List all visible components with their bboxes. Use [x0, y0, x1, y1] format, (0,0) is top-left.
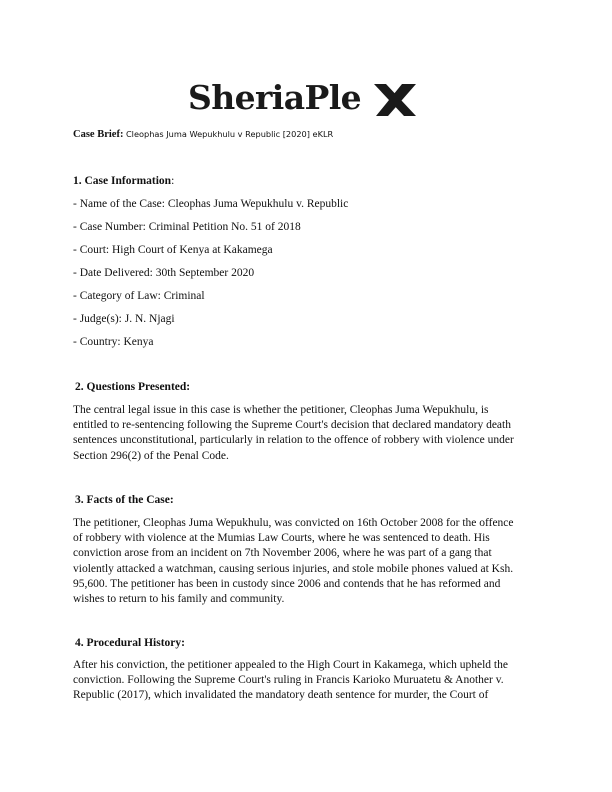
section-heading-questions-presented: 2. Questions Presented: — [75, 381, 191, 393]
info-item-court: - Court: High Court of Kenya at Kakamega — [73, 244, 273, 256]
x-mark-icon — [372, 82, 418, 118]
info-item-judges: - Judge(s): J. N. Njagi — [73, 313, 175, 325]
info-item-case-number: - Case Number: Criminal Petition No. 51 of 2018 — [73, 221, 301, 233]
questions-paragraph: The central legal issue in this case is whether the petitioner, Cleophas Juma Wepukhulu, is entitled to re-sentencing following the Supreme Court's decision that declared mandatory death sentences unconstitutional, particularly in relation to the offence of robbery with violence under Section 296(2) of the Penal Code. — [73, 404, 514, 462]
info-item-name: - Name of the Case: Cleophas Juma Wepukhulu v. Republic — [73, 198, 349, 210]
section-heading-case-information: 1. Case Information: — [73, 175, 175, 187]
info-item-country: - Country: Kenya — [73, 336, 154, 348]
case-brief-line — [73, 129, 333, 140]
info-item-date-delivered: - Date Delivered: 30th September 2020 — [73, 267, 255, 279]
sheriaplex-logo — [188, 74, 428, 124]
section-heading-procedural-history: 4. Procedural History: — [75, 637, 185, 649]
info-item-category: - Category of Law: Criminal — [73, 290, 205, 302]
section-heading-facts: 3. Facts of the Case: — [75, 494, 174, 506]
history-paragraph: After his conviction, the petitioner appealed to the High Court in Kakamega, which upheld the conviction. Following the Supreme Court's ruling in Francis Karioko Muruatetu & Another v. Republic (2017), which invalidated the mandatory death sentence for murder, the Court of — [73, 659, 508, 702]
case-brief-label: Case Brief: — [73, 129, 124, 140]
logo-text: SheriaPle — [188, 78, 362, 117]
facts-paragraph: The petitioner, Cleophas Juma Wepukhulu, was convicted on 16th October 2008 for the offence of robbery with violence at the Mumias Law Courts, where he was sentenced to death. His conviction arose from an incident on 7th November 2006, where he was part of a gang that violently attacked a watchman, causing serious injuries, and stole mobile phones valued at Ksh. 95,600. The petitioner has been in custody since 2006 and contends that he has reformed and wishes to return to his family and community. — [73, 517, 514, 606]
case-brief-title: Cleophas Juma Wepukhulu v Republic [2020] eKLR — [125, 129, 334, 139]
